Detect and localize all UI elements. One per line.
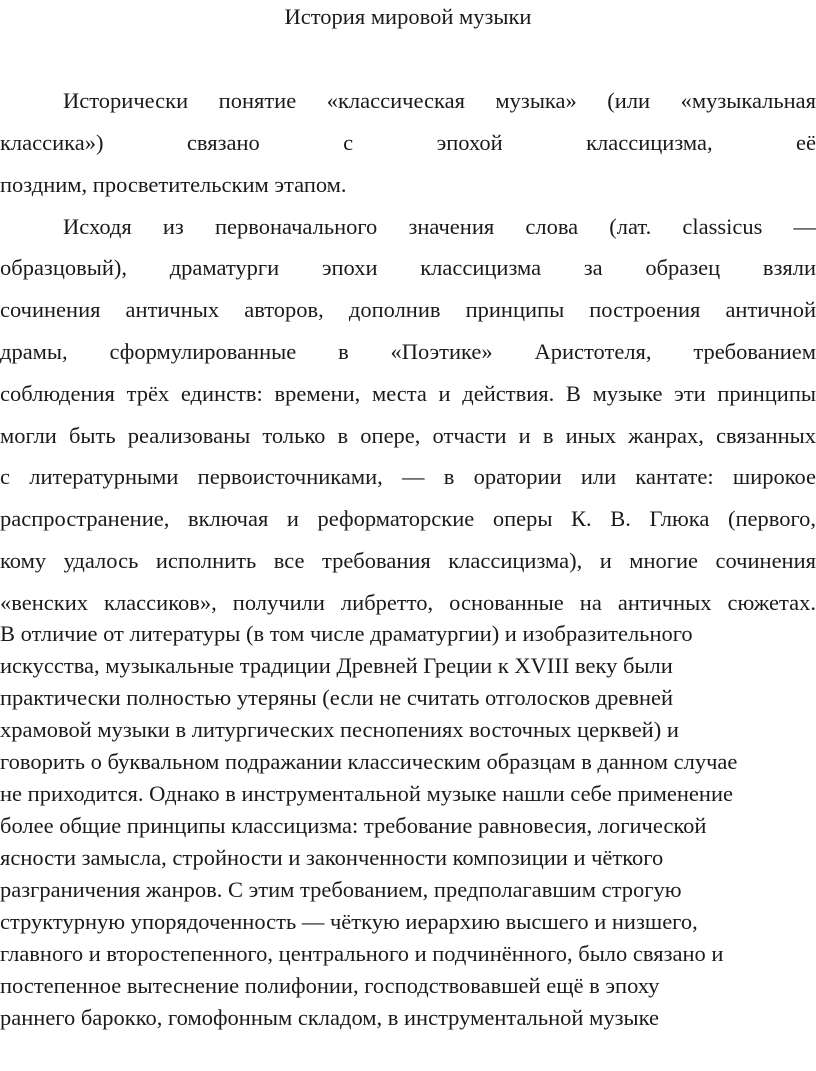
text-line: ясности замысла, стройности и законченности композиции и чёткого <box>0 845 664 870</box>
text-line: В отличие от литературы (в том числе драматургии) и изобразительного <box>0 621 693 646</box>
text-line: сочинения античных авторов, дополнив принципы построения античной <box>0 297 816 322</box>
text-line: соблюдения трёх единств: времени, места и действия. В музыке эти принципы <box>0 381 816 406</box>
text-line: главного и второстепенного, центрального и подчинённого, было связано и <box>0 941 724 966</box>
text-line: практически полностью утеряны (если не считать отголосков древней <box>0 685 674 710</box>
text-line: могли быть реализованы только в опере, отчасти и в иных жанрах, связанных <box>0 423 816 448</box>
document-title: История мировой музыки <box>284 4 532 29</box>
text-line: храмовой музыки в литургических песнопениях восточных церквей) и <box>0 717 679 742</box>
text-line: постепенное вытеснение полифонии, господствовавшей ещё в эпоху <box>0 973 660 998</box>
text-line: искусства, музыкальные традиции Древней Греции к XVIII веку были <box>0 653 673 678</box>
text-line: «венских классиков», получили либретто, основанные на античных сюжетах. <box>0 590 816 615</box>
text-line: структурную упорядоченность — чёткую иерархию высшего и низшего, <box>0 909 698 934</box>
text-line: классика») связано с эпохой классицизма, её <box>0 130 816 155</box>
text-line: не приходится. Однако в инструментальной музыке нашли себе применение <box>0 781 733 806</box>
text-line: драмы, сформулированные в «Поэтике» Аристотеля, требованием <box>0 339 816 364</box>
text-line: кому удалось исполнить все требования классицизма), и многие сочинения <box>0 548 816 573</box>
text-line: более общие принципы классицизма: требование равновесия, логической <box>0 813 707 838</box>
text-line: с литературными первоисточниками, — в оратории или кантате: широкое <box>0 464 816 489</box>
text-line: распространение, включая и реформаторские оперы К. В. Глюка (первого, <box>0 506 816 531</box>
text-line: говорить о буквальном подражании классическим образцам в данном случае <box>0 749 738 774</box>
text-line: Исторически понятие «классическая музыка» (или «музыкальная <box>63 88 816 113</box>
text-line: раннего барокко, гомофонным складом, в инструментальной музыке <box>0 1005 659 1030</box>
text-line: разграничения жанров. С этим требованием, предполагавшим строгую <box>0 877 682 902</box>
text-line: поздним, просветительским этапом. <box>0 172 347 197</box>
text-line: Исходя из первоначального значения слова (лат. classicus — <box>63 214 816 239</box>
text-line: образцовый), драматурги эпохи классицизма за образец взяли <box>0 255 816 280</box>
paragraph-3 <box>0 618 816 1034</box>
